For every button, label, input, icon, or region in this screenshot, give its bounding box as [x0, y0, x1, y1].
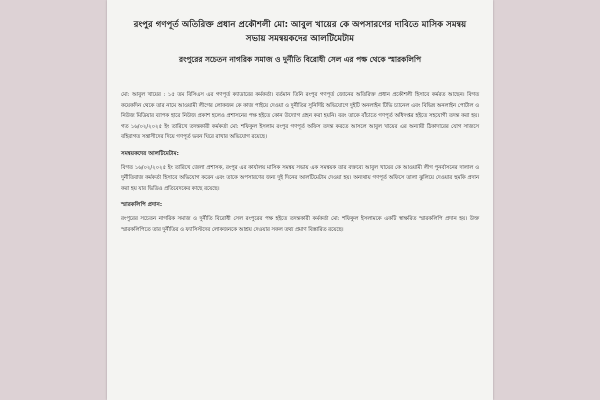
paragraph-ultimatum: বিগত ১৬/০২/২০২৫ ইং তারিখে জেলা প্রশাসক, রংপুর এর কার্যালয় মাসিক সমন্বয় সভায় এক সমন্বয়ক তার বক্তব্যে আবুল খায়ের কে আওয়ামী লীগ পুনর্বাসনের দালাল ও দুর্নীতিবাজ কর্মকর্তা হিসাবে অভিযোগ করেন এবং তাকে অপসারণের জন্য দুই দিনের আলটিমেটাম দেওয়া হয়। অন্যথায় গণপূর্ত অফিসে তালা ঝুলিয়ে দেওয়ার হুমকি প্রদান করা হয় যার ভিডিও প্রতিবেদকের কাছে রয়েছে। — [121, 164, 479, 192]
section-heading-ultimatum: সমন্বয়কদের আলটিমেটাম: — [121, 150, 179, 157]
paragraph-intro: মো: আবুল খায়ের : ১৫ তম বিসিএস এর গণপূর্ত ক্যাডারের কর্মকর্তা। বর্তমান তিনি রংপুর গণপূর্ত জোনের অতিরিক্ত প্রধান প্রকৌশলী হিসাবে কর্মরত আছেন। বিগত কয়েকদিন থেকে তার নামে আওয়ামী লীগের লোকজন কে কাজ পাইয়ে দেওয়া ও দুর্নীতির সুনির্দিষ্ট অভিযোগে দুইটি অনলাইন টিভি চ্যানেল এবং বিভিন্ন অনলাইন পোর্টাল ও নিউজ মিডিয়ার ব্যাপক হারে নিউজ প্রকাশ হলেও প্রশাসনের পক্ষ হইতে কোন উদ্যোগ গ্রহন করা হয়নি। বরং তাকে বাঁচাতে গণপূর্ত অধিদপ্তর হইতে সহযোগী তদন্ত করা হয়। গত ১৬/০২/২০২৫ ইং তারিখে তদন্তকারী কর্মকর্তা মো: শফিকুল ইসলাম রংপুর গণপূর্ত অফিস তদন্ত করতে আসলে আবুল খায়ের এর অন্যায়ী ঠিকাদারের যোগ সাজসে বহিরাগত সন্ত্রাসীদের দিয়ে গণপূর্ত ভবন ঘিরে রাখার অভিযোগ রয়েছে। — [121, 92, 479, 140]
document-page — [107, 0, 493, 400]
document-subtitle: রংপুরের সচেতন নাগরিক সমাজ ও দুর্নীতি বিরোধী সেল এর পক্ষ থেকে স্মারকলিপি — [179, 55, 421, 64]
document-title: রংপুর গণপূর্ত অতিরিক্ত প্রধান প্রকৌশলী মো: আবুল খায়ের কে অপসারণের দাবিতে মাসিক সমন্বয় সভায় সমন্বয়কদের আলটিমেটাম — [133, 20, 467, 44]
paragraph-memorandum: রংপুরের সচেতন নাগরিক সমাজ ও দুর্নীতি বিরোধী সেল রংপুরের পক্ষ হইতে তদন্তকারী কর্মকর্তা মো: শফিকুল ইসলামকে একটি স্বাক্ষরিত স্মারকলিপি প্রদান হয়। উক্ত স্মারকলিপিতে তার দুর্নীতির ও ফ্যাসিস্টদের লোকজনকে আশ্রয় দেওয়ার সকল তথ্য প্রমাণ বিস্তারিত রয়েছে। — [121, 216, 479, 233]
section-heading-memorandum: স্মারকলিপি প্রদান: — [121, 202, 163, 208]
